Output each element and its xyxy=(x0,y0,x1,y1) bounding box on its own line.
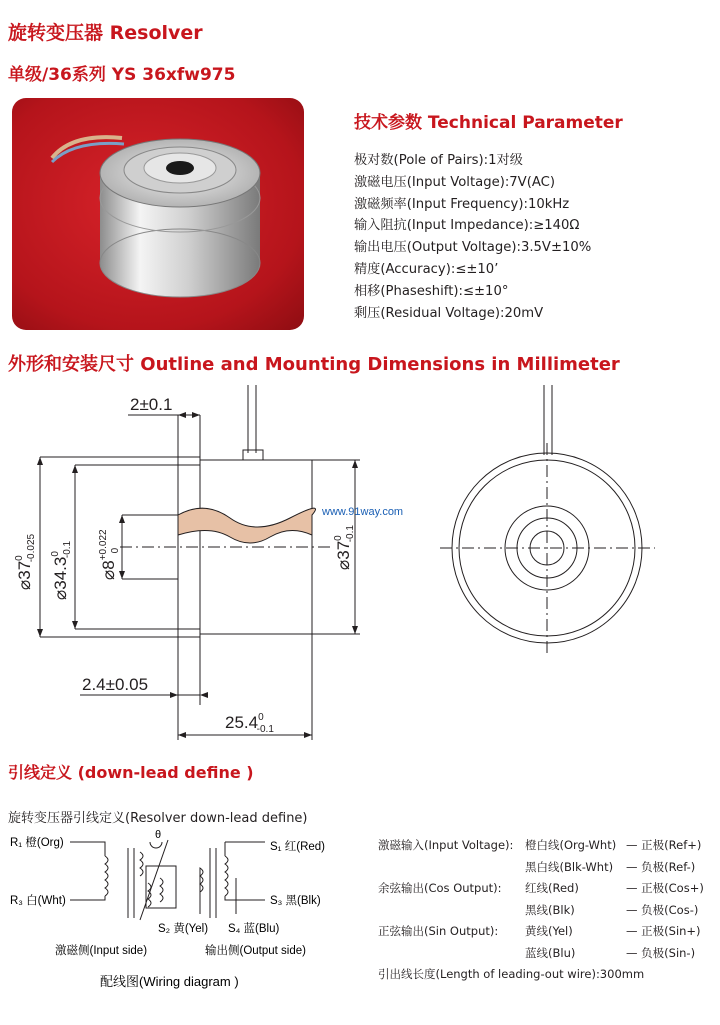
theta-symbol: θ xyxy=(155,829,162,841)
param-residual-voltage: 剩压(Residual Voltage):20mV xyxy=(354,305,544,321)
wire-s1: S₁ 红(Red) xyxy=(270,841,326,853)
param-output-voltage: 输出电压(Output Voltage):3.5V±10% xyxy=(354,240,592,256)
dim-bore-diameter: $⌀8^{+0.022}0$ xyxy=(98,529,121,580)
table-input-label: 激磁输入(Input Voltage): xyxy=(378,838,514,852)
table-pol-3: — 正极(Cos+) xyxy=(626,881,704,895)
table-pol-2: — 负极(Ref-) xyxy=(626,860,696,874)
table-pol-1: — 正极(Ref+) xyxy=(626,838,702,852)
watermark-text: www.91way.com xyxy=(322,506,404,518)
table-wire-6: 蓝线(Blu) xyxy=(525,946,576,960)
table-sin-label: 正弦输出(Sin Output): xyxy=(378,924,499,938)
downlead-heading: 引线定义 (down-lead define ) xyxy=(8,763,254,782)
input-side-label: 激磁侧(Input side) xyxy=(55,945,148,957)
param-accuracy: 精度(Accuracy):≤±10’ xyxy=(354,261,499,277)
param-input-frequency: 激磁频率(Input Frequency):10kHz xyxy=(354,196,570,212)
table-pol-4: — 负极(Cos-) xyxy=(626,903,699,917)
param-phaseshift: 相移(Phaseshift):≤±10° xyxy=(354,283,509,299)
wire-r1: R₁ 橙(Org) xyxy=(10,837,64,849)
resolver-image xyxy=(12,98,304,330)
tech-heading: 技术参数 Technical Parameter xyxy=(354,113,623,133)
table-cos-label: 余弦输出(Cos Output): xyxy=(378,881,502,895)
downlead-subtitle: 旋转变压器引线定义(Resolver down-lead define) xyxy=(8,811,308,826)
dimension-drawing xyxy=(0,385,720,750)
dim-length-label: 25.4$^0$ -0.1 xyxy=(225,712,274,735)
wiring-caption: 配线图(Wiring diagram ) xyxy=(100,974,239,989)
table-wire-1: 橙白线(Org-Wht) xyxy=(525,838,617,852)
table-wire-5: 黄线(Yel) xyxy=(525,924,573,938)
outline-heading: 外形和安装尺寸 Outline and Mounting Dimensions in Millimeter xyxy=(8,354,620,375)
lead-length: 引出线长度(Length of leading-out wire):300mm xyxy=(378,967,645,981)
output-side-label: 输出侧(Output side) xyxy=(205,945,306,957)
wire-s3: S₃ 黑(Blk) xyxy=(270,895,321,907)
param-input-impedance: 输入阻抗(Input Impedance):≥140Ω xyxy=(354,218,580,234)
table-pol-5: — 正极(Sin+) xyxy=(626,924,701,938)
table-wire-2: 黑白线(Blk-Wht) xyxy=(525,860,614,874)
wire-r3: R₃ 白(Wht) xyxy=(10,895,66,907)
param-input-voltage: 激磁电压(Input Voltage):7V(AC) xyxy=(354,174,555,190)
wiring-diagram xyxy=(0,828,370,998)
table-pol-6: — 负极(Sin-) xyxy=(626,946,696,960)
dim-outer-diameter: $⌀37^0-0.025$ xyxy=(14,533,37,590)
wire-s4: S₄ 蓝(Blu) xyxy=(228,923,280,935)
dim-flange-label: 2.4±0.05 xyxy=(82,675,149,694)
product-photo xyxy=(12,98,304,330)
parameter-list xyxy=(354,150,591,324)
table-wire-3: 红线(Red) xyxy=(525,881,579,895)
param-pole-pairs: 极对数(Pole of Pairs):1对级 xyxy=(354,153,523,168)
model-subtitle: 单级/36系列 YS 36xfw975 xyxy=(8,65,236,85)
dim-mid-diameter: ⌀34.3$^0$-0.1 xyxy=(50,540,73,600)
dim-top-label: 2±0.1 xyxy=(130,395,173,414)
dim-right-diameter: $⌀37^0-0.1$ xyxy=(333,525,356,570)
table-wire-4: 黑线(Blk) xyxy=(525,903,575,917)
wire-s2: S₂ 黄(Yel) xyxy=(158,923,209,935)
page-title: 旋转变压器 Resolver xyxy=(8,22,203,44)
